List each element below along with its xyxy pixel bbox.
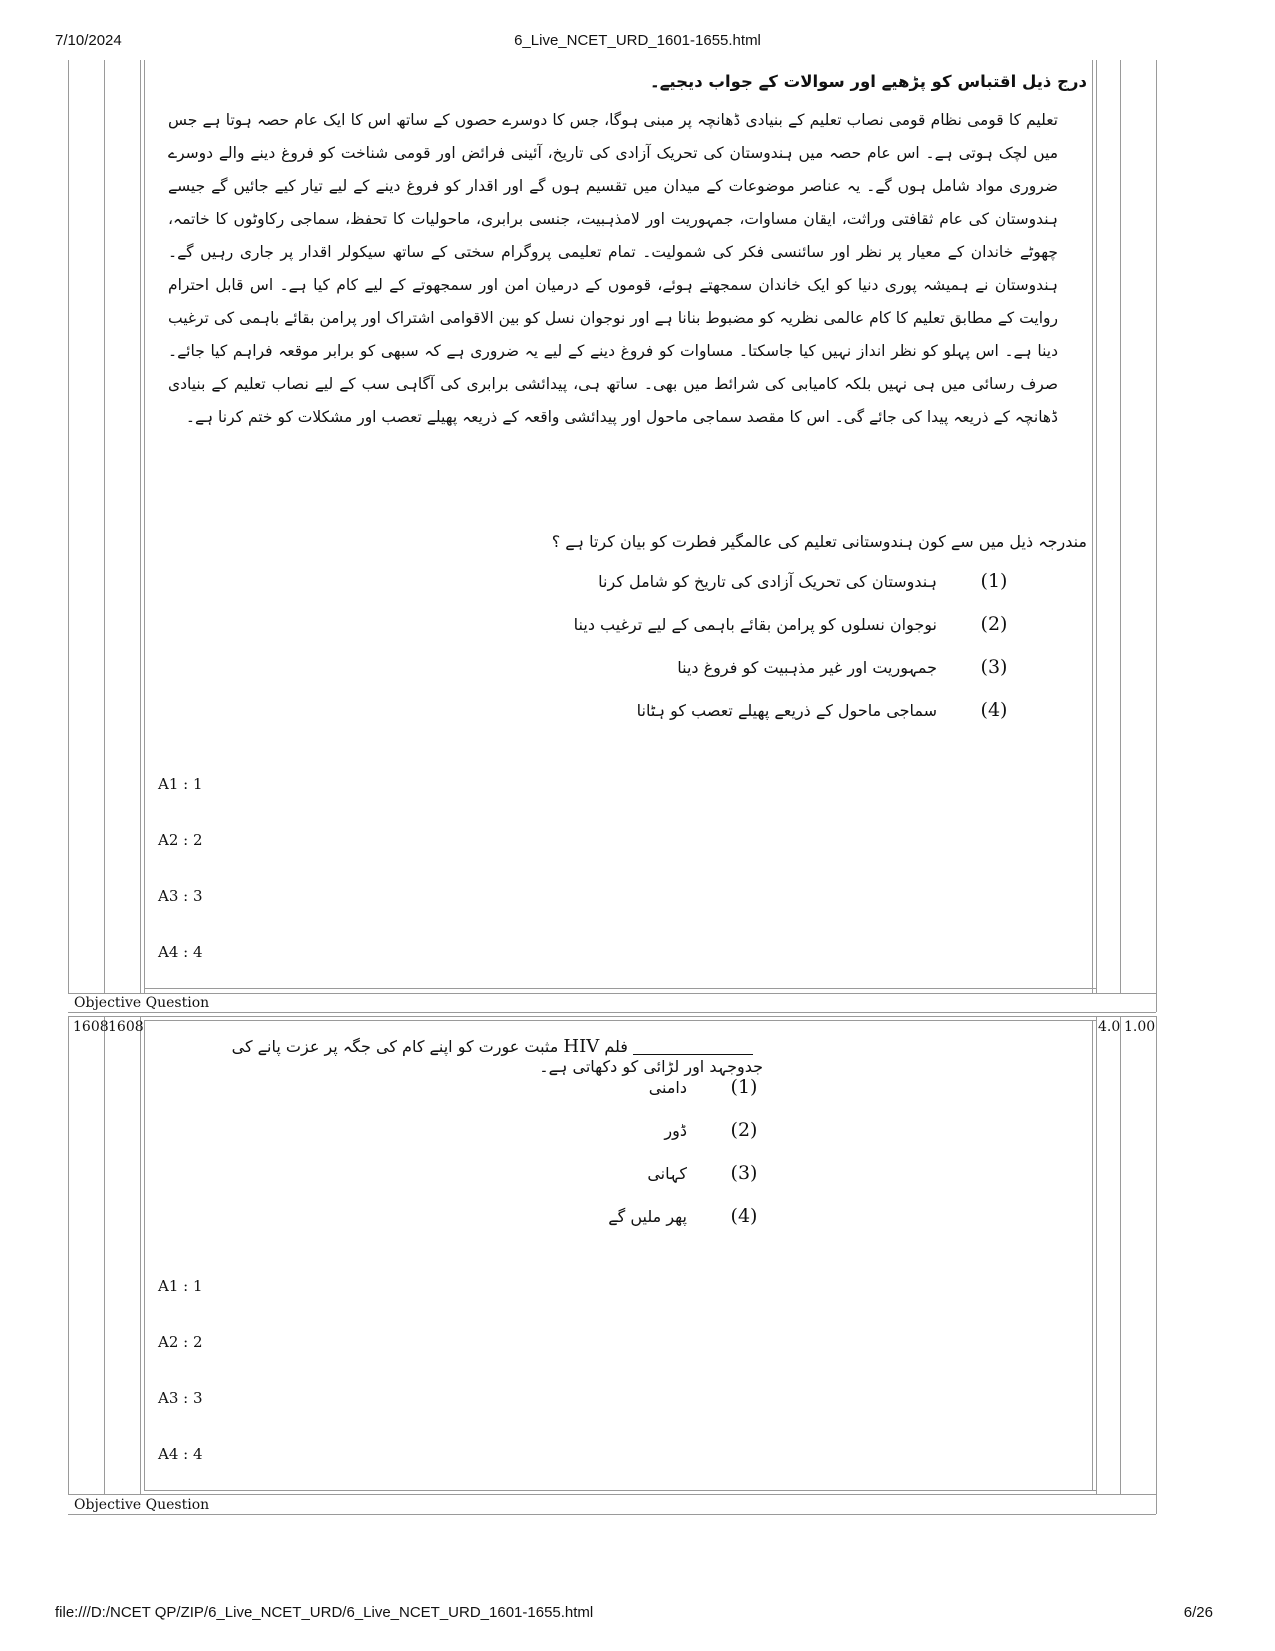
table-border (1156, 993, 1157, 1012)
table-border (1096, 1016, 1097, 1494)
table-border (1092, 60, 1093, 993)
table-border (68, 60, 69, 993)
question-id: 1608 (108, 1019, 144, 1035)
table-border (68, 1012, 1156, 1013)
option-text: دامنی (648, 1077, 687, 1097)
option-text: ہندوستان کی تحریک آزادی کی تاریخ کو شامل کرنا (598, 571, 937, 591)
passage-text: تعلیم کا قومی نظام قومی نصاب تعلیم کے بنیادی ڈھانچہ پر مبنی ہوگا، جس کا دوسرے حصوں کے ساتھ اس کا ایک عام حصہ ہوتا ہے جس میں لچک ہوتی ہے۔ اس عام حصہ میں ہندوستان کی تحریک آزادی کی تاریخ، آئینی فرائض اور قومی شناخت کو فروغ دینے والے دوسرے ضروری مواد شامل ہوں گے۔ یہ عناصر موضوعات کے میدان میں تقسیم ہوں گے اور اقدار کو فروغ دینے کے لیے تیار کیے جائیں گے جیسے ہندوستان کی عام ثقافتی وراثت، ایقان مساوات، جمہوریت اور لامذہبیت، جنسی برابری، ماحولیات کا تحفظ، سماجی رکاوٹوں کا خاتمہ، چھوٹے خاندان کے معیار پر نظر اور سائنسی فکر کی شمولیت۔ تمام تعلیمی پروگرام سختی کے ساتھ سیکولر اقدار پر جاری رہیں گے۔ ہندوستان نے ہمیشہ پوری دنیا کو ایک خاندان سمجھتے ہوئے، قوموں کے درمیان امن اور سمجھوتے کے لیے کام کیا ہے۔ اس قابل احترام روایت کے مطابق تعلیم کا کام عالمی نظریہ کو مضبوط بنانا ہے اور نوجوان نسل کو بین الاقوامی اشتراک اور پرامن بقائے باہمی کی ترغیب دینا ہے۔ اس پہلو کو نظر انداز نہیں کیا جاسکتا۔ مساوات کو فروغ دینے کے لیے یہ ضروری ہے کہ سبھی کو برابر موقعہ فراہم کیا جائے۔ صرف رسائی میں ہی نہیں بلکہ کامیابی کی شرائط میں بھی۔ ساتھ ہی، پیدائشی برابری کی آگاہی سب کے لیے نصاب تعلیم کے بنیادی ڈھانچہ کے ذریعہ پیدا کی جائے گی۔ اس کا مقصد سماجی ماحول اور پیدائشی واقعہ کے ذریعہ پھیلے تعصب اور مشکلات کو ختم کرنا ہے۔ (168, 111, 1058, 426)
option-3 (677, 656, 1017, 678)
question-type-label: Objective Question (74, 995, 210, 1011)
answer-key-3: A3 : 3 (158, 887, 203, 905)
answer-key-2: A2 : 2 (158, 831, 203, 849)
table-border (1092, 1020, 1093, 1490)
option-text: کہانی (647, 1163, 687, 1183)
question-text (203, 1036, 763, 1076)
option-number: (2) (980, 613, 1008, 635)
table-border (144, 988, 1096, 989)
question-marks: 4.0 (1098, 1019, 1121, 1035)
table-border (1156, 1016, 1157, 1494)
table-border (68, 1494, 1156, 1495)
option-number: (2) (730, 1119, 758, 1141)
option-number: (1) (730, 1076, 758, 1098)
question-negative-marks: 1.00 (1124, 1019, 1156, 1035)
table-border (68, 1016, 1156, 1017)
answer-key-4: A4 : 4 (158, 943, 203, 961)
table-border (104, 1016, 105, 1494)
answer-key-1: A1 : 1 (158, 1277, 203, 1295)
table-border (104, 60, 105, 993)
table-border (140, 1016, 141, 1494)
option-text: جمہوریت اور غیر مذہبیت کو فروغ دینا (677, 657, 937, 677)
table-border (144, 1490, 1096, 1491)
table-border (68, 1514, 1156, 1515)
option-number: (1) (980, 570, 1008, 592)
answer-key-2: A2 : 2 (158, 1333, 203, 1351)
print-file-path: file:///D:/NCET QP/ZIP/6_Live_NCET_URD/6_Live_NCET_URD_1601-1655.html (55, 1604, 594, 1621)
question-type-label: Objective Question (74, 1497, 210, 1513)
question-text: مندرجہ ذیل میں سے کون ہندوستانی تعلیم کی عالمگیر فطرت کو بیان کرتا ہے ؟ (551, 532, 1087, 551)
print-title: 6_Live_NCET_URD_1601-1655.html (514, 32, 761, 49)
option-4 (608, 1205, 767, 1227)
table-border (1156, 60, 1157, 993)
table-border (144, 60, 145, 993)
option-3 (647, 1162, 767, 1184)
option-text: نوجوان نسلوں کو پرامن بقائے باہمی کے لیے ترغیب دینا (573, 614, 937, 634)
table-border (140, 60, 141, 993)
table-border (68, 993, 1156, 994)
table-border (1120, 60, 1121, 993)
print-page-number: 6/26 (1183, 1604, 1213, 1621)
table-border (144, 1020, 145, 1490)
option-4 (637, 699, 1017, 721)
passage-instruction: درج ذیل اقتباس کو پڑھیے اور سوالات کے جواب دیجیے۔ (650, 72, 1087, 91)
table-border (68, 1016, 69, 1494)
option-text: ڈور (664, 1120, 687, 1140)
option-text: سماجی ماحول کے ذریعے پھیلے تعصب کو ہٹانا (636, 700, 937, 720)
fill-blank (633, 1054, 753, 1055)
option-2 (574, 613, 1017, 635)
answer-key-1: A1 : 1 (158, 775, 203, 793)
option-number: (3) (980, 656, 1008, 678)
option-1 (649, 1076, 767, 1098)
option-2 (664, 1119, 767, 1141)
answer-key-3: A3 : 3 (158, 1389, 203, 1407)
question-part: HIV (563, 1036, 600, 1057)
print-date: 7/10/2024 (55, 32, 122, 49)
question-part: مثبت عورت کو اپنے کام کی جگہ پر عزت پانے کی جدوجہد اور لڑائی کو دکھاتی ہے۔ (231, 1037, 763, 1076)
table-border (1120, 1016, 1121, 1494)
option-number: (4) (980, 699, 1008, 721)
question-part: فلم (604, 1037, 628, 1056)
question-serial: 1608 (73, 1019, 109, 1035)
table-border (144, 1020, 1096, 1021)
option-1 (598, 570, 1017, 592)
option-number: (4) (730, 1205, 758, 1227)
option-number: (3) (730, 1162, 758, 1184)
option-text: پھر ملیں گے (608, 1206, 687, 1226)
table-border (1096, 60, 1097, 993)
table-border (1156, 1494, 1157, 1514)
answer-key-4: A4 : 4 (158, 1445, 203, 1463)
